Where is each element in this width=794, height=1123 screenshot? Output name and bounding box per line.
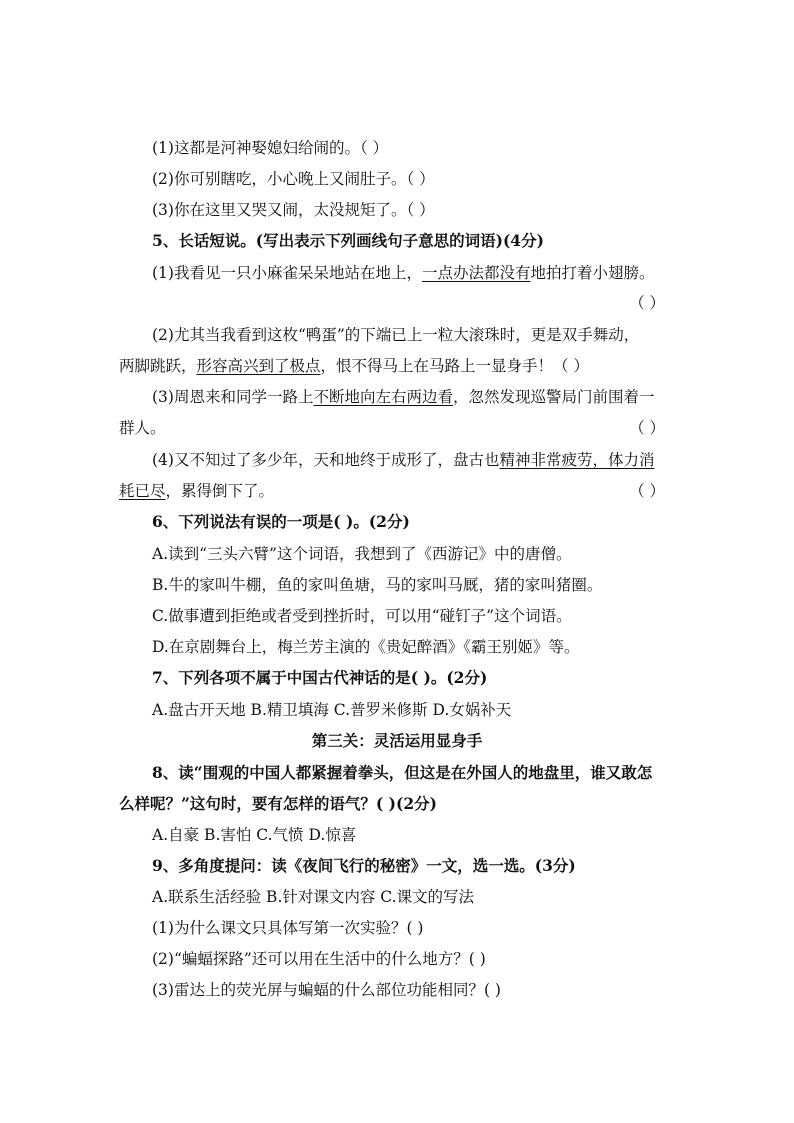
q5-s2-underlined: 形容高兴到了极点 bbox=[196, 357, 321, 375]
q5-s4-line2 bbox=[119, 480, 274, 502]
q9-title: 9、多角度提问：读《夜间飞行的秘密》一文，选一选。(3分) bbox=[152, 856, 576, 875]
q5-s4-answer-blank: （ ） bbox=[629, 482, 665, 500]
q5-s1-answer-blank: （ ） bbox=[629, 294, 665, 312]
q6-option-a: A.读到“三头六臂”这个词语，我想到了《西游记》中的唐僧。 bbox=[152, 545, 572, 563]
q5-s2-line2 bbox=[119, 355, 589, 377]
q6-option-d: D.在京剧舞台上，梅兰芳主演的《贵妃醉酒》《霸王别姬》等。 bbox=[152, 638, 580, 656]
q8-line2: 么样呢？”这句时，要有怎样的语气？( )(2分) bbox=[119, 794, 437, 813]
q7-title: 7、下列各项不属于中国古代神话的是( )。(2分) bbox=[152, 668, 488, 687]
q5-s2-line1: (2)尤其当我看到这枚“鸭蛋”的下端已上一粒大滚珠时，更是双手舞动， bbox=[152, 326, 640, 344]
q5-s2-post: ，恨不得马上在马路上一显身手！（ ） bbox=[320, 357, 589, 375]
q4-item-3: (3)你在这里又哭又闹，太没规矩了。（ ） bbox=[152, 201, 435, 219]
q5-sentence-1 bbox=[152, 262, 655, 284]
q5-s1-underlined: 一点办法都没有 bbox=[421, 264, 531, 282]
q9-options: A.联系生活经验 B.针对课文内容 C.课文的写法 bbox=[152, 888, 475, 906]
q5-s4-pre: (4)又不知过了多少年，天和地终于成形了，盘古也 bbox=[152, 451, 500, 469]
q9-item-3: (3)雷达上的荧光屏与蝙蝠的什么部位功能相同？( ) bbox=[152, 981, 501, 999]
q5-s3-post: ，忽然发现巡警局门前围着一 bbox=[452, 388, 655, 406]
q4-item-2: (2)你可别瞎吃，小心晚上又闹肚子。（ ） bbox=[152, 170, 435, 188]
q8-line1: 8、读“围观的中国人都紧握着拳头，但这是在外国人的地盘里，谁又敢怎 bbox=[152, 763, 653, 782]
q5-s4-underlined-2: 耗已尽 bbox=[119, 482, 166, 500]
q9-item-2: (2)“蝙蝠探路”还可以用在生活中的什么地方？( ) bbox=[152, 950, 486, 968]
q5-s3-line1 bbox=[152, 386, 655, 408]
q6-option-b: B.牛的家叫牛棚，鱼的家叫鱼塘，马的家叫马厩，猪的家叫猪圈。 bbox=[152, 576, 603, 594]
q6-option-c: C.做事遭到拒绝或者受到挫折时，可以用“碰钉子”这个词语。 bbox=[152, 607, 572, 625]
q5-s3-underlined: 不断地向左右两边看 bbox=[313, 388, 453, 406]
q5-s4-underlined-1: 精神非常疲劳，体力消 bbox=[499, 451, 655, 469]
q5-s1-pre: (1)我看见一只小麻雀呆呆地站在地上， bbox=[152, 264, 422, 282]
q5-s3-pre: (3)周恩来和同学一路上 bbox=[152, 388, 314, 406]
section-3-title: 第三关：灵活运用显身手 bbox=[311, 731, 483, 750]
q5-title: 5、长话短说。(写出表示下列画线句子意思的词语)(4分) bbox=[152, 231, 544, 250]
q5-s3-answer-blank: （ ） bbox=[629, 419, 665, 437]
q5-s3-line2: 群人。 bbox=[119, 419, 166, 437]
q5-s4-line1 bbox=[152, 449, 654, 471]
q7-options: A.盘古开天地 B.精卫填海 C.普罗米修斯 D.女娲补天 bbox=[152, 701, 512, 719]
q4-item-1: (1)这都是河神娶媳妇给闹的。（ ） bbox=[152, 139, 389, 157]
q6-title: 6、下列说法有误的一项是( )。(2分) bbox=[152, 512, 410, 531]
q5-s2-pre: 两脚跳跃， bbox=[119, 357, 197, 375]
q8-options: A.自豪 B.害怕 C.气愤 D.惊喜 bbox=[152, 826, 357, 844]
q5-s1-post: 地拍打着小翅膀。 bbox=[530, 264, 655, 282]
q9-item-1: (1)为什么课文只具体写第一次实验？( ) bbox=[152, 919, 424, 937]
q5-s4-post: ，累得倒下了。 bbox=[165, 482, 275, 500]
